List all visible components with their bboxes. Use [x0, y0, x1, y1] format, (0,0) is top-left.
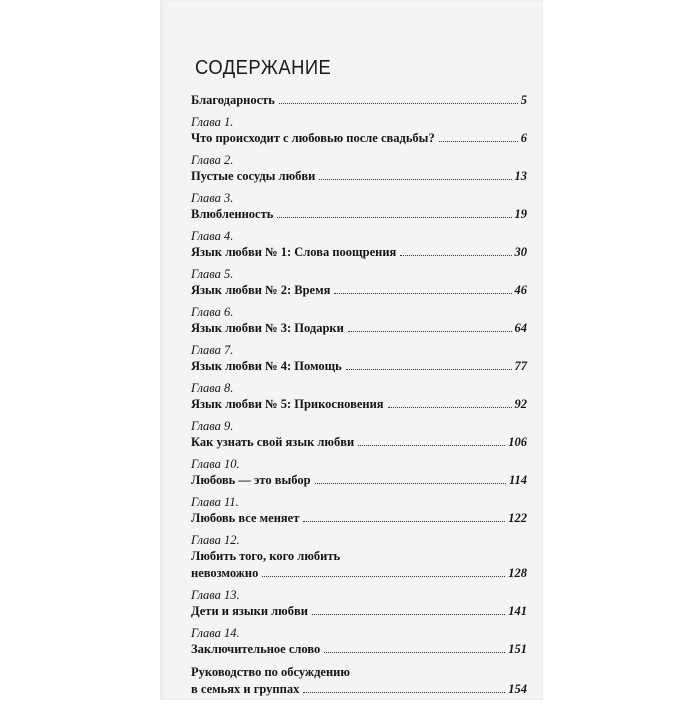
page-number: 46 — [514, 283, 527, 297]
toc-row — [191, 130, 527, 147]
toc-row — [191, 510, 527, 527]
page-number: 106 — [508, 435, 527, 449]
dot-leader — [315, 483, 506, 484]
entry-title: Как узнать свой язык любви — [191, 435, 355, 449]
chapter-label: Глава 9. — [191, 419, 234, 433]
chapter-label: Глава 1. — [191, 115, 234, 129]
toc-entry — [191, 343, 527, 375]
dot-leader — [277, 217, 511, 218]
toc-row — [191, 320, 527, 337]
toc-row — [191, 565, 527, 582]
page-number: 5 — [520, 93, 527, 107]
page-number: 141 — [508, 604, 527, 618]
dot-leader — [439, 141, 518, 142]
page-number: 151 — [508, 642, 527, 656]
toc-row — [191, 206, 527, 223]
dot-leader — [346, 369, 512, 370]
page-number: 13 — [514, 169, 527, 183]
page-number: 6 — [520, 131, 527, 145]
chapter-label: Глава 13. — [191, 588, 240, 602]
dot-leader — [348, 331, 512, 332]
entry-title: Язык любви № 5: Прикосновения — [191, 397, 384, 411]
toc-entry — [191, 229, 527, 261]
table-of-contents — [191, 92, 527, 704]
toc-entry — [191, 92, 527, 109]
toc-row — [191, 282, 527, 299]
toc-entry — [191, 533, 527, 582]
entry-title: Язык любви № 3: Подарки — [191, 321, 344, 335]
dot-leader — [324, 652, 505, 653]
entry-title: Благодарность — [191, 93, 275, 107]
chapter-label: Глава 3. — [191, 191, 234, 205]
toc-entry — [191, 115, 527, 147]
entry-title-line: Руководство по обсуждению — [191, 665, 350, 679]
toc-row — [191, 244, 527, 261]
dot-leader — [303, 692, 505, 693]
toc-row — [191, 396, 527, 413]
toc-entry — [191, 381, 527, 413]
page-number: 92 — [514, 397, 527, 411]
chapter-label: Глава 2. — [191, 153, 234, 167]
entry-title: в семьях и группах — [191, 682, 300, 696]
entry-title: Любовь — это выбор — [191, 473, 311, 487]
dot-leader — [279, 103, 518, 104]
dot-leader — [334, 293, 511, 294]
toc-entry — [191, 153, 527, 185]
dot-leader — [303, 521, 505, 522]
entry-title: Язык любви № 4: Помощь — [191, 359, 342, 373]
chapter-label: Глава 4. — [191, 229, 234, 243]
chapter-label: Глава 12. — [191, 533, 240, 547]
entry-title: Любовь все меняет — [191, 511, 300, 525]
page-number: 30 — [514, 245, 527, 259]
page-number: 122 — [508, 511, 527, 525]
chapter-label: Глава 8. — [191, 381, 234, 395]
toc-entry — [191, 305, 527, 337]
entry-title: Пустые сосуды любви — [191, 169, 316, 183]
page-number: 19 — [514, 207, 527, 221]
entry-title-line: Любить того, кого любить — [191, 549, 341, 563]
chapter-label: Глава 7. — [191, 343, 234, 357]
dot-leader — [358, 445, 505, 446]
entry-title: Дети и языки любви — [191, 604, 308, 618]
toc-row — [191, 358, 527, 375]
dot-leader — [400, 255, 511, 256]
toc-row — [191, 92, 527, 109]
chapter-label: Глава 14. — [191, 626, 240, 640]
toc-entry — [191, 267, 527, 299]
dot-leader — [319, 179, 511, 180]
page-number: 64 — [514, 321, 527, 335]
dot-leader — [312, 614, 505, 615]
toc-entry — [191, 626, 527, 658]
toc-row — [191, 641, 527, 658]
page-number: 128 — [508, 566, 527, 580]
entry-title: невозможно — [191, 566, 259, 580]
entry-title: Что происходит с любовью после свадьбы? — [191, 131, 435, 145]
chapter-label: Глава 11. — [191, 495, 239, 509]
chapter-label: Глава 5. — [191, 267, 234, 281]
dot-leader — [388, 407, 512, 408]
toc-row — [191, 603, 527, 620]
toc-entry — [191, 495, 527, 527]
dot-leader — [262, 576, 505, 577]
entry-title: Язык любви № 2: Время — [191, 283, 331, 297]
toc-entry — [191, 457, 527, 489]
chapter-label: Глава 10. — [191, 457, 240, 471]
chapter-label: Глава 6. — [191, 305, 234, 319]
entry-title: Язык любви № 1: Слова поощрения — [191, 245, 397, 259]
toc-entry — [191, 419, 527, 451]
toc-row — [191, 681, 527, 698]
entry-title: Влюбленность — [191, 207, 274, 221]
page-number: 154 — [508, 682, 527, 696]
toc-row — [191, 168, 527, 185]
page-number: 77 — [514, 359, 527, 373]
page-number: 114 — [508, 473, 527, 487]
entry-title: Заключительное слово — [191, 642, 321, 656]
toc-row — [191, 472, 527, 489]
toc-entry — [191, 191, 527, 223]
toc-entry — [191, 588, 527, 620]
toc-row — [191, 434, 527, 451]
toc-entry — [191, 664, 527, 698]
page-title: СОДЕРЖАНИЕ — [195, 57, 332, 79]
